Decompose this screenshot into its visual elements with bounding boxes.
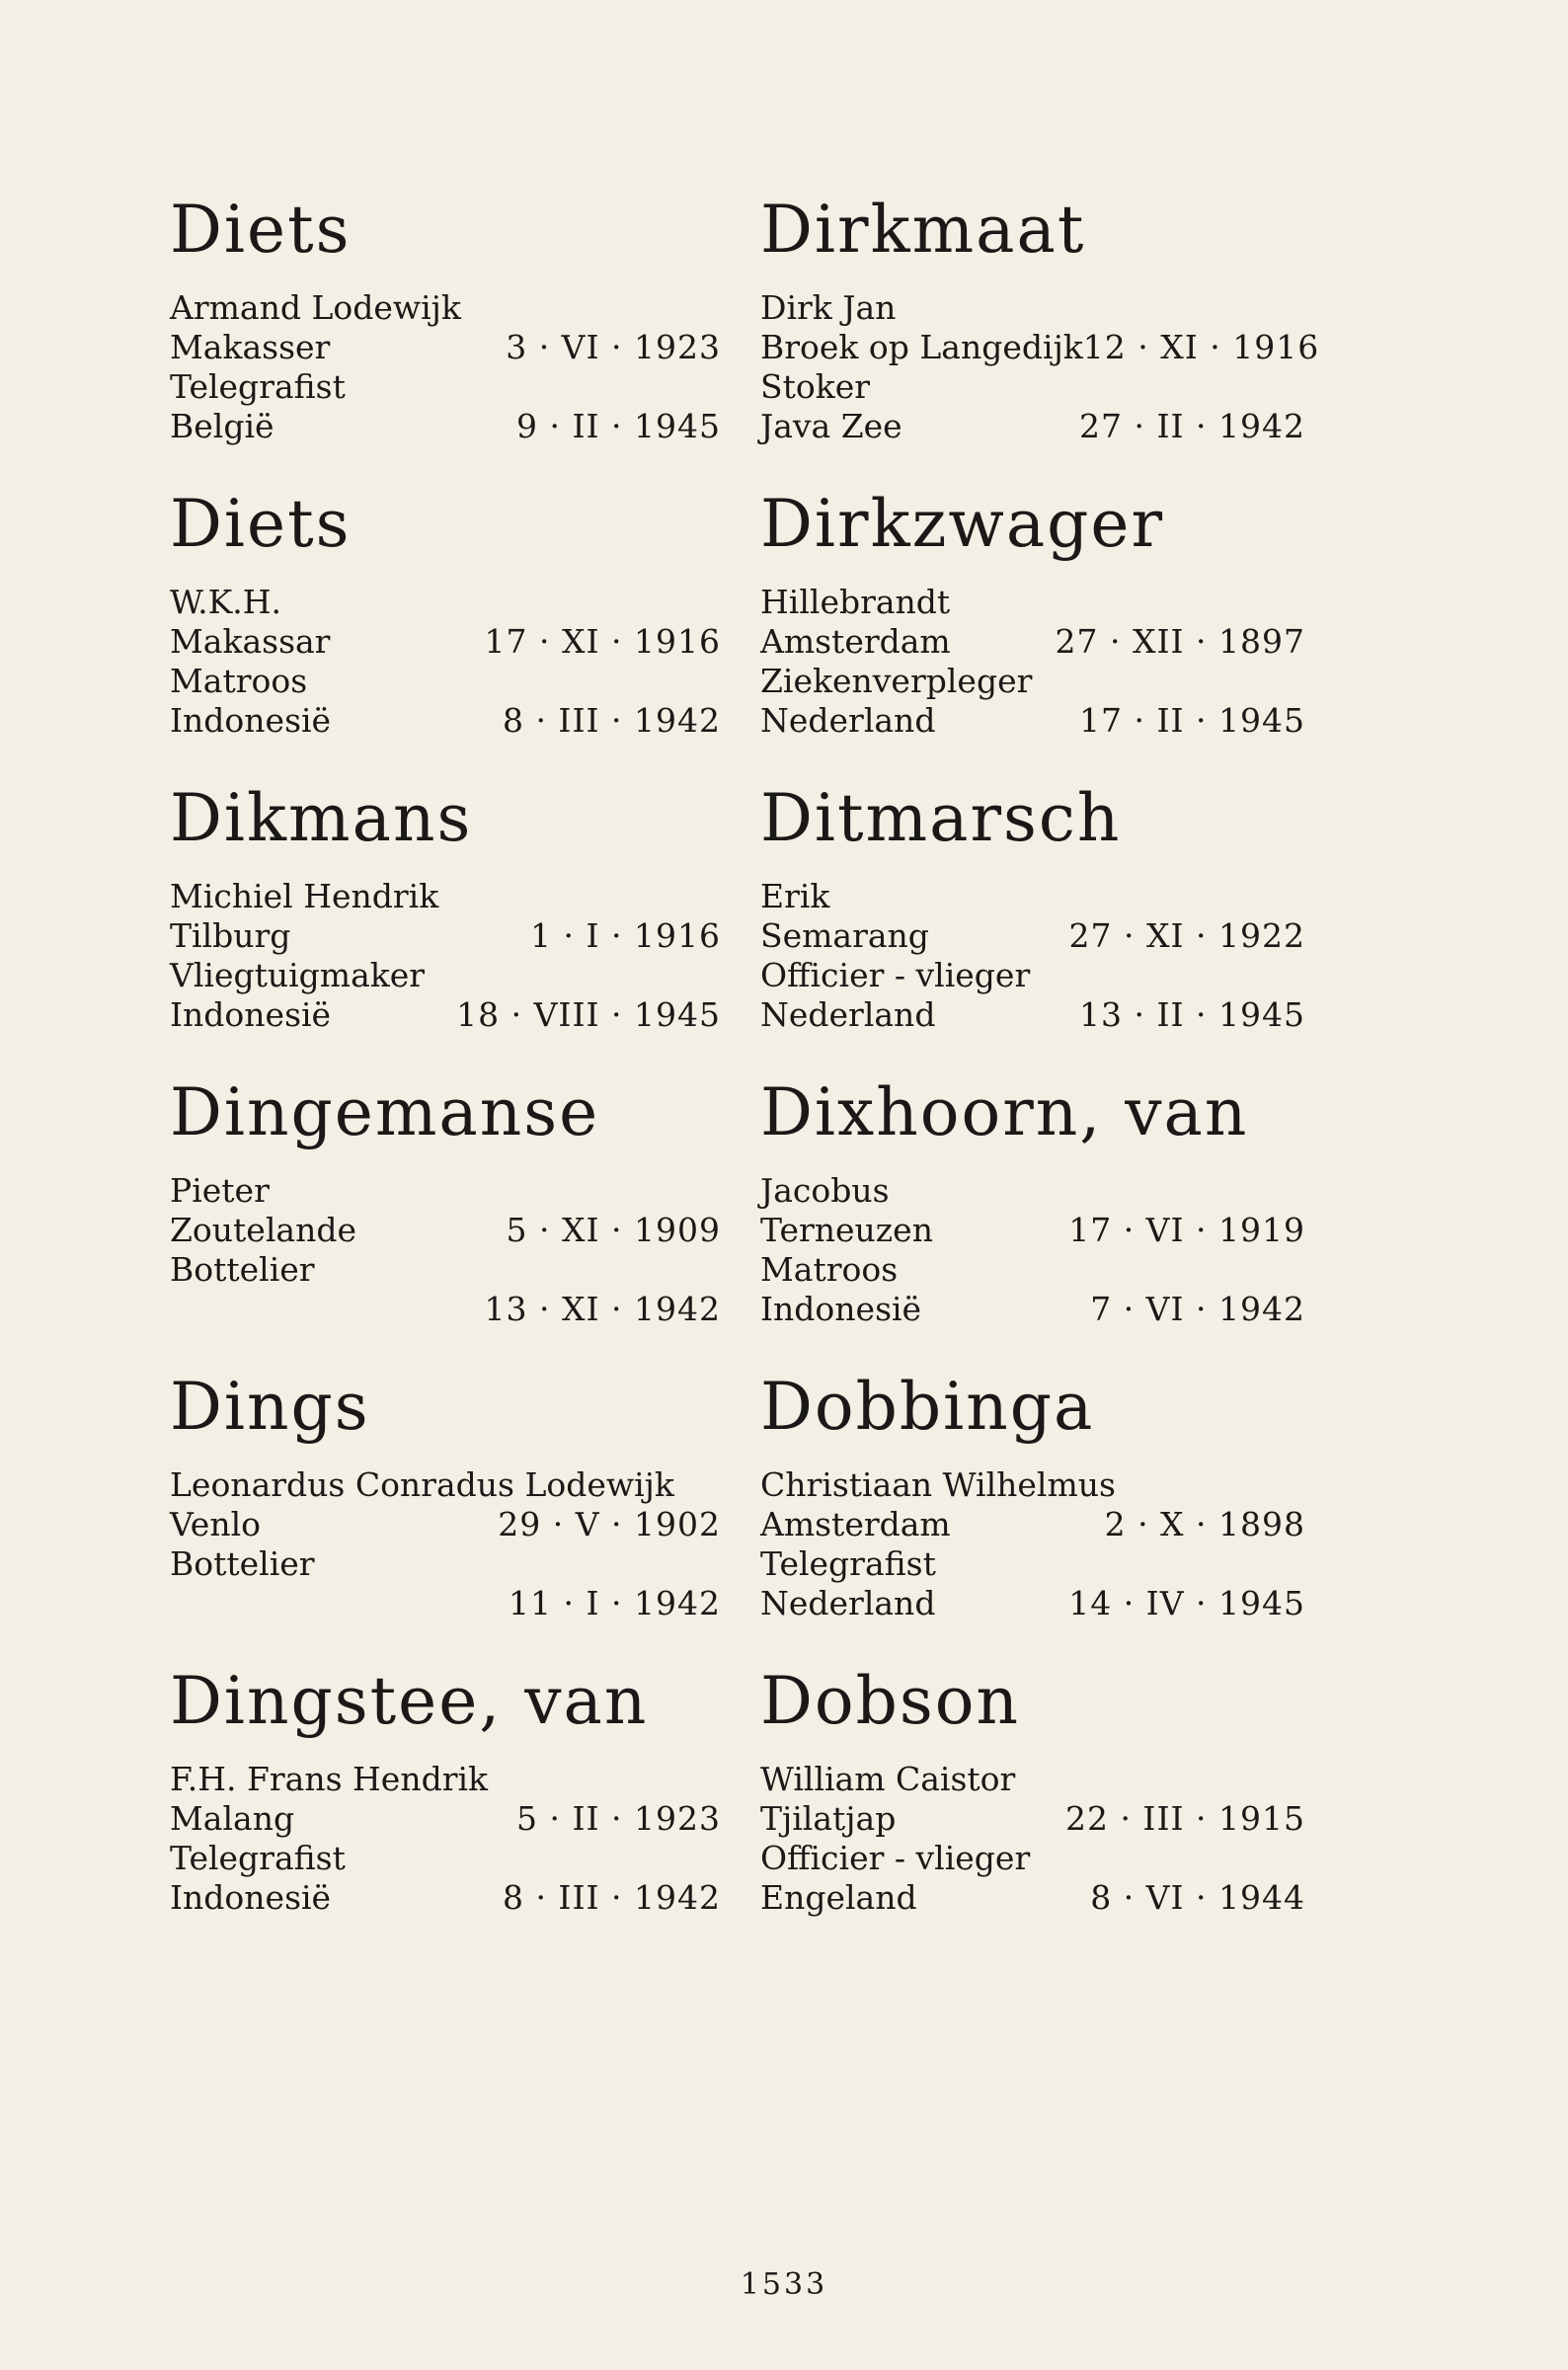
entry-birthdate: 22 · III · 1915 xyxy=(1064,1799,1305,1838)
entry-row xyxy=(170,956,721,995)
memorial-entry xyxy=(760,188,1320,482)
entry-given-names: F.H. Frans Hendrik xyxy=(170,1760,489,1798)
entry-row xyxy=(170,995,721,1035)
entry-row xyxy=(170,662,721,701)
entry-row xyxy=(170,622,721,662)
entry-occupation: Matroos xyxy=(760,1250,899,1289)
entry-birthdate: 17 · XI · 1916 xyxy=(484,622,721,661)
entry-surname: Dobson xyxy=(760,1663,1021,1739)
entry-deathplace: Nederland xyxy=(760,701,936,740)
entry-deathplace: Java Zee xyxy=(760,407,902,445)
entry-birthplace: Terneuzen xyxy=(760,1211,933,1249)
entry-deathdate: 11 · I · 1942 xyxy=(509,1584,721,1622)
entry-surname: Dirkzwager xyxy=(760,486,1165,562)
entry-deathdate: 9 · II · 1945 xyxy=(516,407,721,445)
entry-row xyxy=(170,1544,721,1584)
entry-row xyxy=(760,956,1305,995)
entry-occupation: Bottelier xyxy=(170,1250,315,1289)
entry-deathdate: 13 · II · 1945 xyxy=(1079,995,1305,1034)
memorial-entry xyxy=(170,1365,721,1659)
entry-row xyxy=(760,328,1320,367)
entry-row xyxy=(170,1878,721,1918)
entry-row xyxy=(760,1878,1305,1918)
entry-row xyxy=(760,1505,1305,1544)
entry-deathplace: Indonesië xyxy=(170,701,332,740)
entry-row xyxy=(760,1544,1305,1584)
entry-given-names: Michiel Hendrik xyxy=(170,877,439,915)
entry-birthplace: Zoutelande xyxy=(170,1211,356,1249)
entry-row xyxy=(170,916,721,956)
entry-surname: Ditmarsch xyxy=(760,780,1122,856)
entry-surname: Dixhoorn, van xyxy=(760,1074,1249,1150)
entry-surname: Dobbinga xyxy=(760,1369,1095,1445)
entry-occupation: Bottelier xyxy=(170,1544,315,1583)
entry-birthplace: Amsterdam xyxy=(760,1505,951,1543)
entry-deathdate: 8 · III · 1942 xyxy=(502,1878,721,1917)
entry-deathdate: 8 · VI · 1944 xyxy=(1090,1878,1305,1917)
entry-row xyxy=(760,1799,1305,1839)
entry-deathdate: 27 · II · 1942 xyxy=(1079,407,1305,445)
entry-row xyxy=(760,1290,1305,1329)
memorial-entry xyxy=(760,776,1305,1070)
entry-deathplace: Nederland xyxy=(760,1584,936,1622)
entry-occupation: Stoker xyxy=(760,367,871,406)
entry-surname: Dikmans xyxy=(170,780,473,856)
entry-birthdate: 1 · I · 1916 xyxy=(530,916,721,955)
entry-birthdate: 3 · VI · 1923 xyxy=(506,328,721,366)
entry-birthdate: 5 · XI · 1909 xyxy=(506,1211,721,1249)
entry-surname: Dirkmaat xyxy=(760,192,1086,268)
right-column xyxy=(760,188,1320,1953)
entry-surname: Dings xyxy=(170,1369,370,1445)
entry-deathdate: 8 · III · 1942 xyxy=(502,701,721,740)
entry-row xyxy=(760,407,1305,446)
entry-row xyxy=(760,1250,1305,1290)
entry-row xyxy=(760,1211,1305,1250)
memorial-entry xyxy=(760,1659,1305,1953)
entry-birthdate: 12 · XI · 1916 xyxy=(1082,328,1320,366)
left-column xyxy=(170,188,721,1953)
memorial-entry xyxy=(170,188,721,482)
entry-occupation: Vliegtuigmaker xyxy=(170,956,426,994)
entry-surname: Dingstee, van xyxy=(170,1663,649,1739)
entry-given-names: Dirk Jan xyxy=(760,288,897,327)
entry-row xyxy=(170,701,721,741)
entry-birthplace: Makassar xyxy=(170,622,331,661)
entry-birthplace: Semarang xyxy=(760,916,929,955)
entry-row xyxy=(170,407,721,446)
entry-row xyxy=(170,1505,721,1544)
entry-birthplace: Broek op Langedijk xyxy=(760,328,1083,366)
entry-row xyxy=(170,367,721,407)
entry-row xyxy=(760,662,1305,701)
entry-birthdate: 29 · V · 1902 xyxy=(498,1505,721,1543)
entry-birthdate: 2 · X · 1898 xyxy=(1104,1505,1305,1543)
entry-birthplace: Amsterdam xyxy=(760,622,951,661)
entry-occupation: Ziekenverpleger xyxy=(760,662,1033,700)
entry-row xyxy=(170,1250,721,1290)
entry-occupation: Telegrafist xyxy=(760,1544,936,1583)
entry-surname: Dingemanse xyxy=(170,1074,600,1150)
entry-row xyxy=(760,622,1305,662)
entry-deathplace: Indonesië xyxy=(170,1878,332,1917)
entry-row xyxy=(170,328,721,367)
entry-surname: Diets xyxy=(170,192,352,268)
entry-birthdate: 27 · XII · 1897 xyxy=(1055,622,1305,661)
entry-occupation: Telegrafist xyxy=(170,367,346,406)
entry-birthplace: Tilburg xyxy=(170,916,291,955)
memorial-entry xyxy=(760,1070,1305,1365)
entry-row xyxy=(760,916,1305,956)
entry-deathplace: Engeland xyxy=(760,1878,917,1917)
entry-occupation: Matroos xyxy=(170,662,308,700)
entry-row xyxy=(760,995,1305,1035)
entry-deathdate: 18 · VIII · 1945 xyxy=(456,995,721,1034)
entry-occupation: Telegrafist xyxy=(170,1839,346,1877)
entry-birthdate: 27 · XI · 1922 xyxy=(1068,916,1305,955)
entry-given-names: William Caistor xyxy=(760,1760,1016,1798)
memorial-entry xyxy=(170,776,721,1070)
entry-occupation: Officier - vlieger xyxy=(760,956,1031,994)
entry-deathdate: 13 · XI · 1942 xyxy=(484,1290,721,1328)
entry-birthplace: Malang xyxy=(170,1799,295,1838)
entry-surname: Diets xyxy=(170,486,352,562)
entry-given-names: Hillebrandt xyxy=(760,583,951,621)
entry-deathplace: Indonesië xyxy=(170,995,332,1034)
entry-given-names: Pieter xyxy=(170,1171,270,1210)
entry-row xyxy=(760,1839,1305,1878)
entry-given-names: Leonardus Conradus Lodewijk xyxy=(170,1465,674,1504)
entry-given-names: Erik xyxy=(760,877,830,915)
entry-birthdate: 5 · II · 1923 xyxy=(516,1799,721,1838)
entry-deathplace: Indonesië xyxy=(760,1290,922,1328)
entry-given-names: Christiaan Wilhelmus xyxy=(760,1465,1116,1504)
entry-row xyxy=(760,1584,1305,1623)
memorial-entry xyxy=(760,1365,1305,1659)
entry-deathplace: België xyxy=(170,407,274,445)
entry-row xyxy=(170,1290,721,1329)
entry-deathplace: Nederland xyxy=(760,995,936,1034)
memorial-entry xyxy=(170,1070,721,1365)
entry-deathdate: 14 · IV · 1945 xyxy=(1068,1584,1305,1622)
entry-birthplace: Tjilatjap xyxy=(760,1799,897,1838)
entry-row xyxy=(170,1584,721,1623)
entry-row xyxy=(760,367,1305,407)
entry-given-names: Jacobus xyxy=(760,1171,890,1210)
memorial-entry xyxy=(170,482,721,776)
memorial-entry xyxy=(760,482,1305,776)
entry-deathdate: 7 · VI · 1942 xyxy=(1090,1290,1305,1328)
entry-row xyxy=(170,1799,721,1839)
entry-birthdate: 17 · VI · 1919 xyxy=(1068,1211,1305,1249)
entry-deathdate: 17 · II · 1945 xyxy=(1079,701,1305,740)
entry-row xyxy=(170,1211,721,1250)
memorial-entry xyxy=(170,1659,721,1953)
entry-occupation: Officier - vlieger xyxy=(760,1839,1031,1877)
entry-birthplace: Makasser xyxy=(170,328,331,366)
entry-given-names: Armand Lodewijk xyxy=(170,288,461,327)
page-number: 1533 xyxy=(740,2267,828,2302)
entry-birthplace: Venlo xyxy=(170,1505,262,1543)
entry-row xyxy=(760,701,1305,741)
entry-row xyxy=(170,1839,721,1878)
entry-given-names: W.K.H. xyxy=(170,583,282,621)
